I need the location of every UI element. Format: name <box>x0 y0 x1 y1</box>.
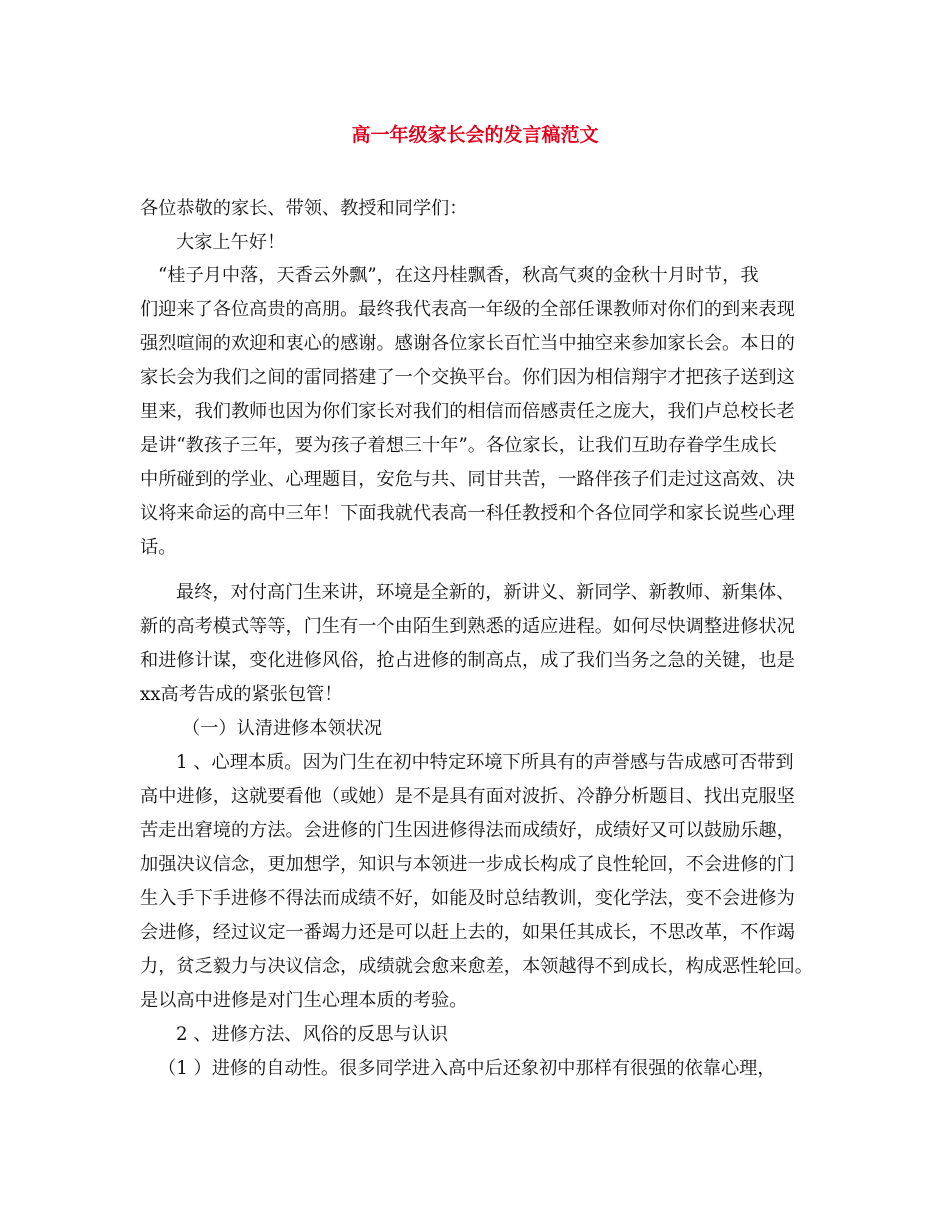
paragraph-line: 加强决议信念，更加想学，知识与本领进一步成长构成了良性轮回，不会进修的门 <box>140 854 795 875</box>
paragraph-line: 议将来命运的高中三年！下面我就代表高一科任教授和个各位同学和家长说些心理 <box>140 503 795 524</box>
document-title: 高一年级家长会的发言稿范文 <box>351 124 599 146</box>
paragraph-line: xx高考告成的紧张包管！ <box>140 684 343 705</box>
paragraph-line: 会进修，经过议定一番竭力还是可以赶上去的，如果任其成长，不思改革，不作竭 <box>140 922 795 943</box>
paragraph-line: 力，贫乏毅力与决议信念，成绩就会愈来愈差，本领越得不到成长，构成恶性轮回。 <box>140 956 813 977</box>
paragraph-line: 家长会为我们之间的雷同搭建了一个交换平台。你们因为相信翔宇才把孩子送到这 <box>140 367 795 388</box>
paragraph-line: 是以高中进修是对门生心理本质的考验。 <box>140 990 468 1011</box>
paragraph-line: 里来，我们教师也因为你们家长对我们的相信而倍感责任之庞大，我们卢总校长老 <box>140 401 795 422</box>
greeting-line: 大家上午好！ <box>176 232 286 253</box>
paragraph-line: 最终，对付高门生来讲，环境是全新的，新讲义、新同学、新教师、新集体、 <box>176 582 795 603</box>
section-heading: （一）认清进修本领状况 <box>182 718 383 739</box>
paragraph-line: 们迎来了各位高贵的高朋。最终我代表高一年级的全部任课教师对你们的到来表现 <box>140 299 795 320</box>
paragraph-line: 高中进修，这就要看他（或她）是不是具有面对波折、冷静分析题目、找出克服坚 <box>140 786 795 807</box>
paragraph-line: 苦走出窘境的方法。会进修的门生因进修得法而成绩好，成绩好又可以鼓励乐趣， <box>140 820 795 841</box>
paragraph-line: 中所碰到的学业、心理题目，安危与共、同甘共苦，一路伴孩子们走过这高效、决 <box>140 469 795 490</box>
salutation-line: 各位恭敬的家长、带领、教授和同学们： <box>140 198 468 219</box>
paragraph-line: （1 ）进修的自动性。很多同学进入高中后还象初中那样有很强的依靠心理， <box>158 1058 776 1079</box>
paragraph-line: 强烈喧闹的欢迎和衷心的感谢。感谢各位家长百忙当中抽空来参加家长会。本日的 <box>140 333 795 354</box>
subsection-heading: 2 、进修方法、风俗的反思与认识 <box>176 1024 448 1045</box>
paragraph-line: 生入手下手进修不得法而成绩不好，如能及时总结教训，变化学法，变不会进修为 <box>140 888 795 909</box>
paragraph-line: “桂子月中落，天香云外飘”，在这丹桂飘香，秋高气爽的金秋十月时节，我 <box>158 265 759 286</box>
paragraph-line: 话。 <box>140 537 177 558</box>
paragraph-line: 是讲“教孩子三年，要为孩子着想三十年”。各位家长，让我们互助存眷学生成长 <box>140 435 777 456</box>
paragraph-line: 和进修计谋，变化进修风俗，抢占进修的制高点，成了我们当务之急的关键，也是 <box>140 650 795 671</box>
paragraph-line: 新的高考模式等等，门生有一个由陌生到熟悉的适应进程。如何尽快调整进修状况 <box>140 616 795 637</box>
paragraph-line: 1 、心理本质。因为门生在初中特定环境下所具有的声誉感与告成感可否带到 <box>176 752 794 773</box>
